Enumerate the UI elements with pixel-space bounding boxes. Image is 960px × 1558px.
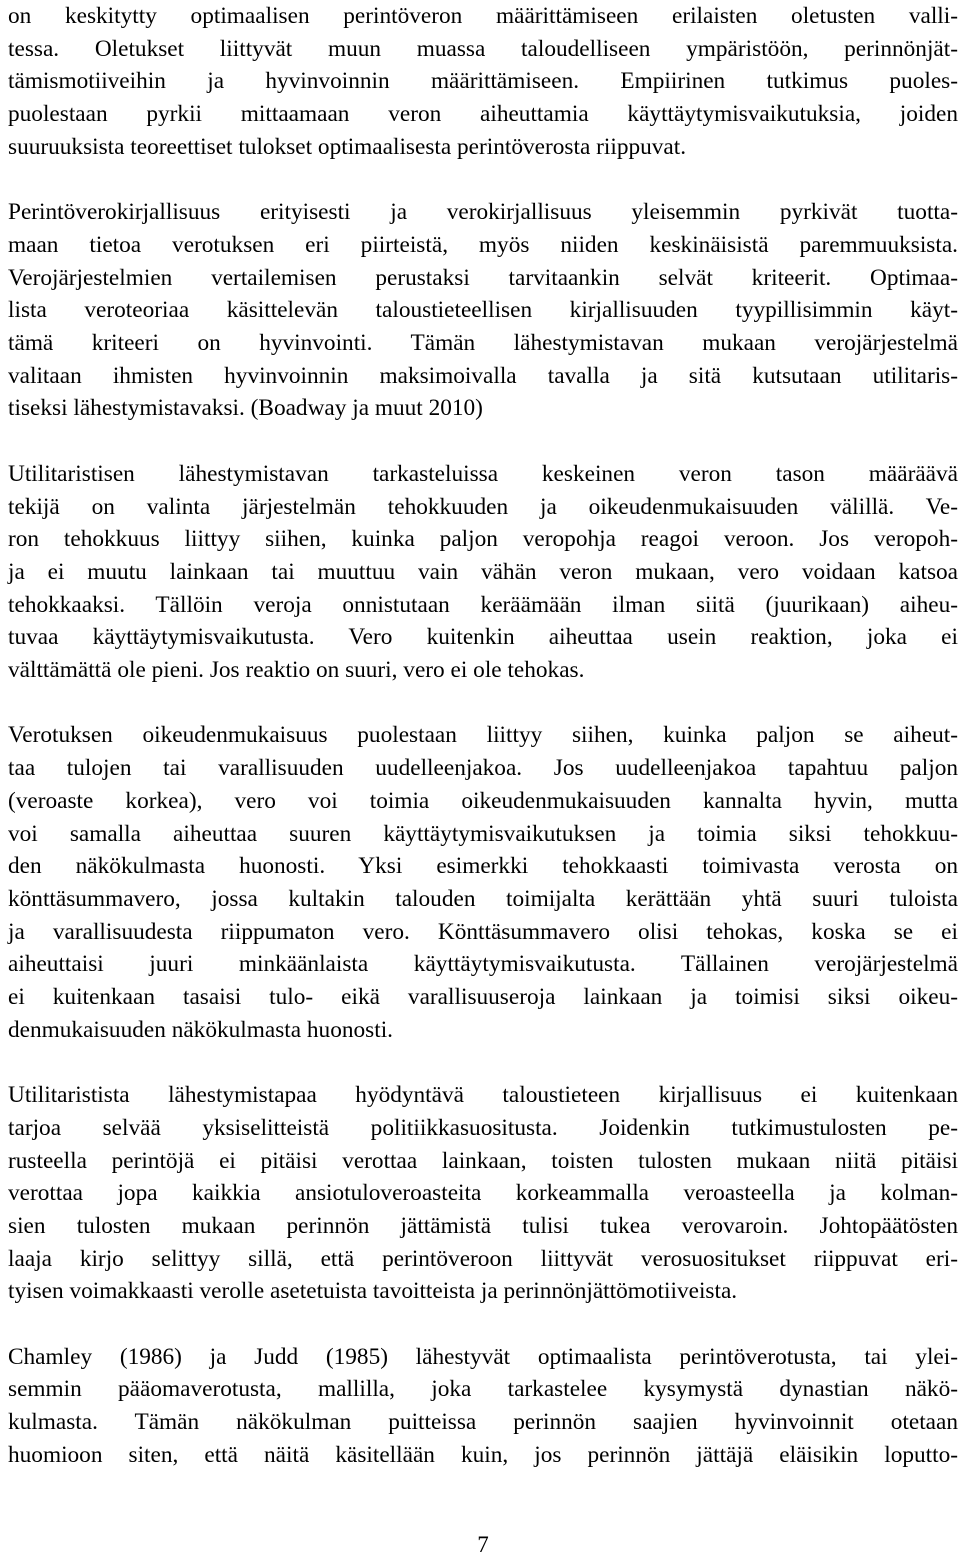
page-number: 7	[477, 1532, 489, 1557]
text-line: sien tulosten mukaan perinnön jättämistä tulisi tukea verovaroin. Johtopäätösten	[8, 1212, 958, 1239]
text-line: tämismotiiveihin ja hyvinvoinnin määrittämiseen. Empiirinen tutkimus puoles-	[8, 68, 958, 95]
text-line: Verojärjestelmien vertailemisen perustaksi tarvitaankin selvät kriteerit. Optimaa-	[8, 264, 958, 291]
text-line: ron tehokkuus liittyy siihen, kuinka paljon veropohja reagoi veroon. Jos veropoh-	[8, 526, 958, 553]
paragraph-5	[8, 1079, 958, 1308]
text-line: Verotuksen oikeudenmukaisuus puolestaan liittyy siihen, kuinka paljon se aiheut-	[8, 722, 958, 749]
text-line: denmukaisuuden näkökulmasta huonosti.	[8, 1016, 393, 1043]
text-line: tarjoa selvää yksiselitteistä politiikkasuositusta. Joidenkin tutkimustulosten pe-	[8, 1114, 958, 1141]
text-line: ja varallisuudesta riippumaton vero. Könttäsummavero olisi tehokas, koska se ei	[8, 918, 958, 945]
text-line: tiseksi lähestymistavaksi. (Boadway ja muut 2010)	[8, 395, 483, 422]
text-line: laaja kirjo selittyy sillä, että perintöveroon liittyvät verosuositukset riippuvat eri-	[8, 1245, 958, 1272]
text-line: aiheuttaisi juuri minkäänlaista käyttäytymisvaikutusta. Tällainen verojärjestelmä	[8, 951, 958, 978]
text-line: ei kuitenkaan tasaisi tulo- eikä varallisuuseroja lainkaan ja toimisi siksi oikeu-	[8, 984, 958, 1011]
text-line: välttämättä ole pieni. Jos reaktio on suuri, vero ei ole tehokas.	[8, 657, 585, 684]
text-line: valitaan ihmisten hyvinvoinnin maksimoivalla tavalla ja sitä kutsutaan utilitaris-	[8, 362, 958, 389]
text-line: semmin pääomaverotusta, mallilla, joka tarkastelee kysymystä dynastian näkö-	[8, 1376, 958, 1403]
text-line: Utilitaristisen lähestymistavan tarkasteluissa keskeinen veron tason määräävä	[8, 460, 958, 487]
text-line: on keskitytty optimaalisen perintöveron määrittämiseen erilaisten oletusten valli-	[8, 3, 958, 29]
text-line: tämä kriteeri on hyvinvointi. Tämän lähestymistavan mukaan verojärjestelmä	[8, 330, 958, 357]
paragraph-2	[8, 196, 958, 425]
text-line: verottaa jopa kaikkia ansiotuloveroasteita korkeammalla veroasteella ja kolman-	[8, 1180, 958, 1207]
text-line: Utilitaristista lähestymistapaa hyödyntävä taloustieteen kirjallisuus ei kuitenkaan	[8, 1082, 958, 1109]
text-line: voi samalla aiheuttaa suuren käyttäytymisvaikutuksen ja toimia siksi tehokkuu-	[8, 820, 958, 847]
text-line: suuruuksista teoreettiset tulokset optimaalisesta perintöverosta riippuvat.	[8, 133, 687, 160]
paragraph-6	[8, 1341, 958, 1472]
text-line: (veroaste korkea), vero voi toimia oikeudenmukaisuuden kannalta hyvin, mutta	[8, 787, 958, 814]
text-line: tekijä on valinta järjestelmän tehokkuuden ja oikeudenmukaisuuden välillä. Ve-	[8, 493, 958, 520]
text-line: Perintöverokirjallisuus erityisesti ja verokirjallisuus yleisemmin pyrkivät tuotta-	[8, 199, 958, 226]
text-line: den näkökulmasta huonosti. Yksi esimerkki tehokkaasti toimivasta verosta on	[8, 853, 958, 880]
paragraph-3	[8, 458, 958, 687]
text-line: tuvaa käyttäytymisvaikutusta. Vero kuitenkin aiheuttaa usein reaktion, joka ei	[8, 624, 958, 651]
text-line: rusteella perintöjä ei pitäisi verottaa lainkaan, toisten tulosten mukaan niitä pitäisi	[8, 1147, 958, 1174]
text-line: kulmasta. Tämän näkökulman puitteissa perinnön saajien hyvinvoinnit otetaan	[8, 1409, 958, 1436]
text-line: puolestaan pyrkii mittaamaan veron aiheuttamia käyttäytymisvaikutuksia, joiden	[8, 101, 958, 128]
paragraph-1	[8, 0, 958, 164]
text-line: maan tietoa verotuksen eri piirteistä, myös niiden keskinäisistä paremmuuksista.	[8, 231, 958, 258]
paragraph-4	[8, 719, 958, 1046]
text-line: Chamley (1986) ja Judd (1985) lähestyvät optimaalista perintöverotusta, tai ylei-	[8, 1343, 958, 1370]
document-page	[8, 0, 958, 1558]
text-line: huomioon siten, että näitä käsitellään kuin, jos perinnön jättäjä eläisikin loputto-	[8, 1441, 958, 1468]
text-line: könttäsummavero, jossa kultakin talouden toimijalta kerättään yhtä suuri tuloista	[8, 885, 958, 912]
text-line: tyisen voimakkaasti verolle asetetuista tavoitteista ja perinnönjättömotiiveista.	[8, 1278, 738, 1305]
text-line: tehokkaaksi. Tällöin veroja onnistutaan keräämään ilman siitä (juurikaan) aiheu-	[8, 591, 958, 618]
text-line: tessa. Oletukset liittyvät muun muassa taloudelliseen ympäristöön, perinnönjät-	[8, 35, 958, 62]
text-line: lista veroteoriaa käsittelevän taloustieteellisen kirjallisuuden tyypillisimmin käyt-	[8, 297, 958, 324]
text-line: ja ei muutu lainkaan tai muuttuu vain vähän veron mukaan, vero voidaan katsoa	[8, 558, 958, 585]
text-line: taa tulojen tai varallisuuden uudelleenjakoa. Jos uudelleenjakoa tapahtuu paljon	[8, 755, 958, 782]
